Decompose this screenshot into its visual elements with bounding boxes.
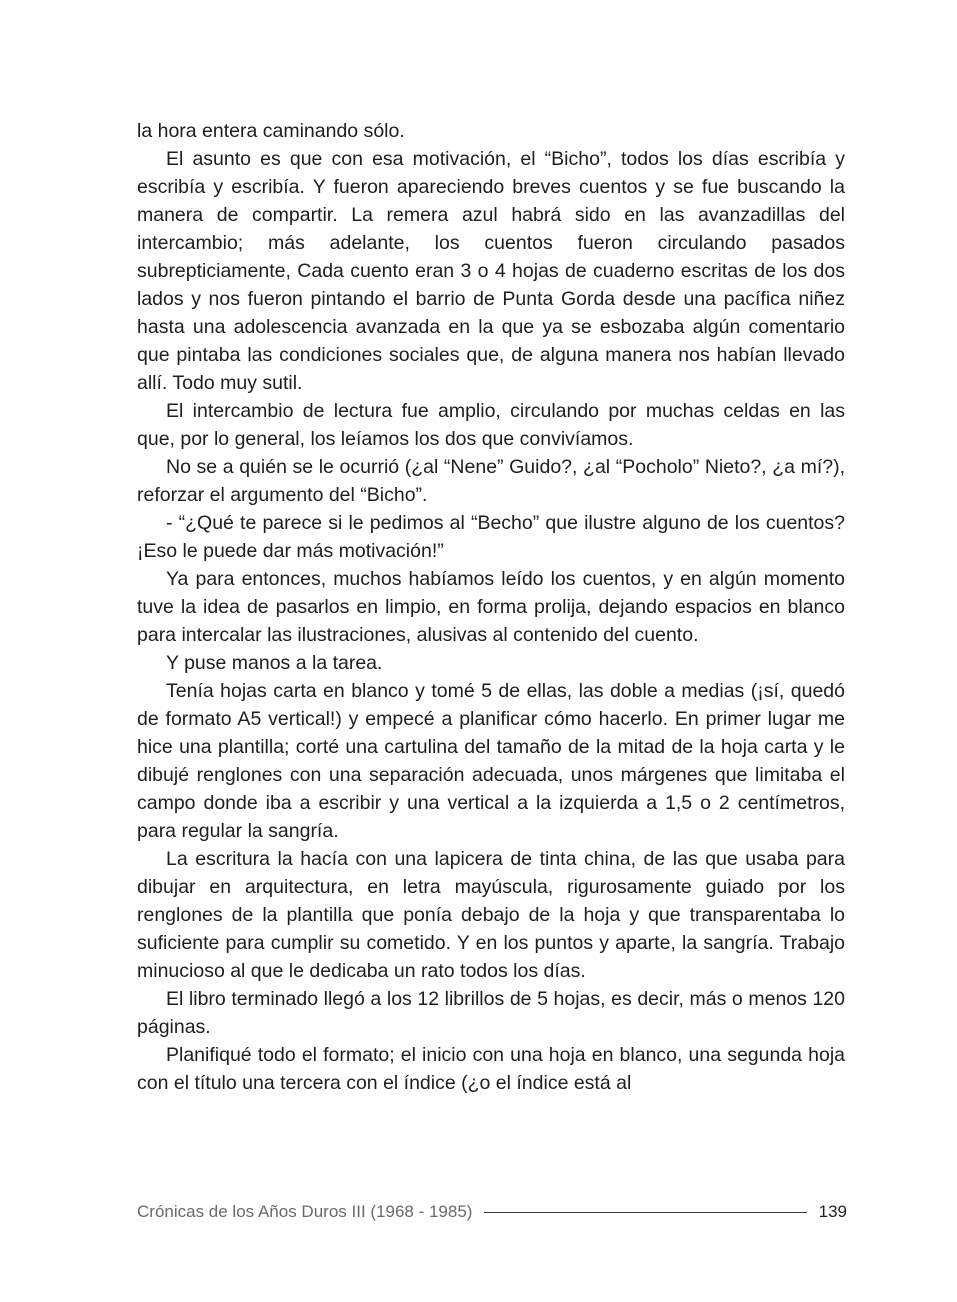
paragraph: la hora entera caminando sólo.	[137, 120, 405, 142]
paragraph: Y puse manos a la tarea.	[166, 652, 383, 674]
body-text	[137, 117, 845, 1097]
page-footer	[137, 1197, 847, 1227]
paragraph: El intercambio de lectura fue amplio, circulando por muchas celdas en las que, por lo general, los leíamos los dos que convivíamos.	[137, 400, 845, 450]
paragraph: La escritura la hacía con una lapicera de tinta china, de las que usaba para dibujar en arquitectura, en letra mayúscula, rigurosamente guiado por los renglones de la plantilla que ponía debajo de la hoja y que transparentaba lo suficiente para cumplir su cometido. Y en los puntos y aparte, la sangría. Trabajo minucioso al que le dedicaba un rato todos los días.	[137, 848, 845, 982]
paragraph: Ya para entonces, muchos habíamos leído los cuentos, y en algún momento tuve la idea de pasarlos en limpio, en forma prolija, dejando espacios en blanco para intercalar las ilustraciones, alusivas al contenido del cuento.	[137, 568, 845, 646]
paragraph: El libro terminado llegó a los 12 librillos de 5 hojas, es decir, más o menos 120 páginas.	[137, 988, 845, 1038]
footer-rule	[484, 1212, 806, 1213]
page-number: 139	[818, 1202, 847, 1221]
paragraph: Planifiqué todo el formato; el inicio con una hoja en blanco, una segunda hoja con el título una tercera con el índice (¿o el índice está al	[137, 1044, 845, 1094]
paragraph: El asunto es que con esa motivación, el “Bicho”, todos los días escribía y escribía y escribía. Y fueron apareciendo breves cuentos y se fue buscando la manera de compartir. La remera azul habrá sido en las avanzadillas del intercambio; más adelante, los cuentos fueron circulando pasados subrepticiamente, Cada cuento eran 3 o 4 hojas de cuaderno escritas de los dos lados y nos fueron pintando el barrio de Punta Gorda desde una pacífica niñez hasta una adolescencia avanzada en la que ya se esbozaba algún comentario que pintaba las condiciones sociales que, de alguna manera nos habían llevado allí. Todo muy sutil.	[137, 148, 845, 394]
paragraph: Tenía hojas carta en blanco y tomé 5 de ellas, las doble a medias (¡sí, quedó de formato A5 vertical!) y empecé a planificar cómo hacerlo. En primer lugar me hice una plantilla; corté una cartulina del tamaño de la mitad de la hoja carta y le dibujé renglones con una separación adecuada, unos márgenes que limitaba el campo donde iba a escribir y una vertical a la izquierda a 1,5 o 2 centímetros, para regular la sangría.	[137, 680, 845, 842]
paragraph: No se a quién se le ocurrió (¿al “Nene” Guido?, ¿al “Pocholo” Nieto?, ¿a mí?), reforzar el argumento del “Bicho”.	[137, 456, 845, 506]
footer-book-title: Crónicas de los Años Duros III (1968 - 1985)	[137, 1202, 473, 1221]
paragraph: - “¿Qué te parece si le pedimos al “Becho” que ilustre alguno de los cuentos? ¡Eso le puede dar más motivación!”	[137, 512, 845, 562]
